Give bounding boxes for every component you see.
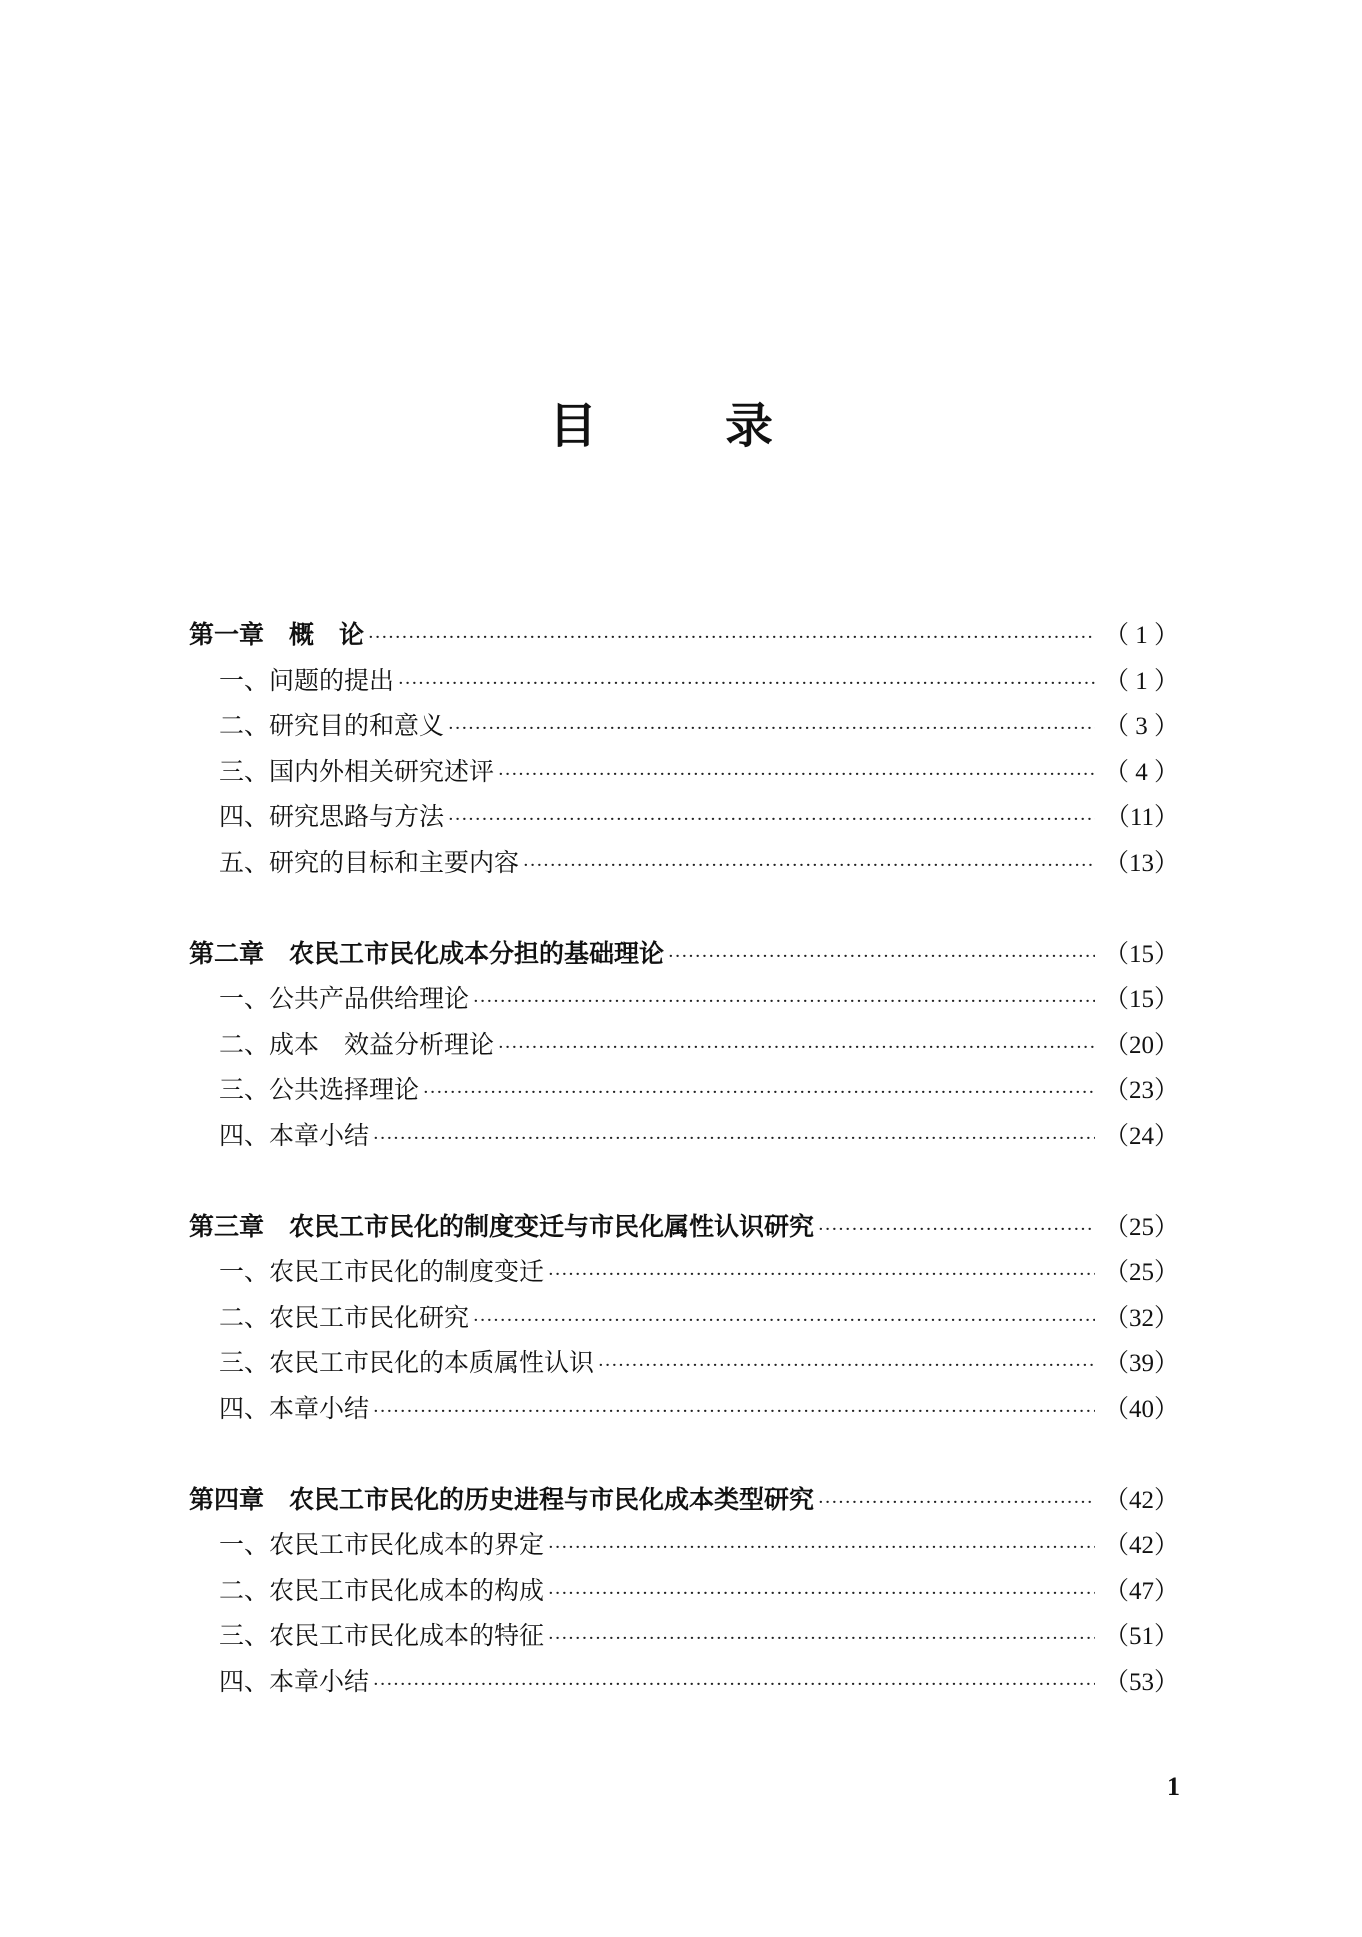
dot-leader [423, 1070, 1095, 1116]
toc-label: 二、研究目的和意义 [219, 711, 445, 741]
toc-chapter-heading[interactable] [189, 612, 1179, 658]
toc-section[interactable] [189, 1113, 1179, 1159]
toc-chapter-heading[interactable] [189, 1477, 1179, 1523]
toc-section[interactable] [189, 1522, 1179, 1568]
toc-page-ref: （15） [1103, 940, 1179, 968]
dot-leader [818, 1480, 1095, 1526]
toc-section[interactable] [189, 1067, 1179, 1113]
toc-label: 第一章 概 论 [189, 620, 365, 649]
dot-leader [398, 661, 1095, 707]
toc-section[interactable] [189, 794, 1179, 840]
dot-leader [448, 706, 1095, 752]
toc-chapter-heading[interactable] [189, 931, 1179, 977]
dot-leader [448, 797, 1095, 843]
toc-chapter-heading[interactable] [189, 1204, 1179, 1250]
chapter-3 [189, 1204, 1179, 1432]
toc-label: 三、公共选择理论 [219, 1075, 420, 1105]
toc-section[interactable] [189, 1613, 1179, 1659]
toc-page-ref: （40） [1103, 1395, 1179, 1423]
toc-page-ref: （51） [1103, 1623, 1179, 1651]
toc-label: 三、国内外相关研究述评 [219, 756, 495, 786]
toc-page-ref: （ 4 ） [1103, 758, 1179, 786]
page-title: 目 录 [548, 398, 813, 454]
dot-leader [498, 752, 1095, 798]
toc-label: 二、农民工市民化研究 [219, 1302, 470, 1332]
dot-leader [548, 1252, 1095, 1298]
dot-leader [373, 1116, 1095, 1162]
toc-page-ref: （ 1 ） [1103, 622, 1179, 649]
toc-section[interactable] [189, 1249, 1179, 1295]
toc-section[interactable] [189, 1295, 1179, 1341]
toc-page-ref: （ 3 ） [1103, 713, 1179, 741]
chapter-4 [189, 1477, 1179, 1705]
table-of-contents [189, 612, 1179, 1749]
toc-section[interactable] [189, 1340, 1179, 1386]
toc-label: 四、本章小结 [219, 1120, 370, 1150]
toc-page-ref: （11） [1104, 804, 1179, 832]
toc-label: 二、成本 效益分析理论 [219, 1029, 495, 1059]
toc-page-ref: （53） [1103, 1668, 1179, 1696]
toc-label: 四、本章小结 [219, 1393, 370, 1423]
toc-label: 第二章 农民工市民化成本分担的基础理论 [189, 938, 665, 968]
toc-label: 四、研究思路与方法 [219, 802, 445, 832]
toc-page-ref: （15） [1103, 986, 1179, 1014]
dot-leader [368, 615, 1095, 661]
toc-label: 第三章 农民工市民化的制度变迁与市民化属性认识研究 [189, 1211, 815, 1241]
toc-page-ref: （23） [1103, 1077, 1179, 1105]
toc-label: 三、农民工市民化成本的特征 [219, 1621, 545, 1651]
toc-label: 三、农民工市民化的本质属性认识 [219, 1348, 595, 1378]
toc-page-ref: （42） [1103, 1532, 1179, 1560]
toc-label: 第四章 农民工市民化的历史进程与市民化成本类型研究 [189, 1484, 815, 1514]
toc-section[interactable] [189, 1386, 1179, 1432]
toc-section[interactable] [189, 976, 1179, 1022]
toc-page-ref: （13） [1103, 849, 1179, 877]
toc-section[interactable] [189, 749, 1179, 795]
toc-page-ref: （47） [1103, 1577, 1179, 1605]
toc-page-ref: （24） [1103, 1122, 1179, 1150]
toc-label: 一、问题的提出 [219, 665, 395, 695]
dot-leader [373, 1389, 1095, 1435]
dot-leader [548, 1616, 1095, 1662]
toc-section[interactable] [189, 1568, 1179, 1614]
toc-page-ref: （39） [1103, 1350, 1179, 1378]
toc-page-ref: （32） [1103, 1304, 1179, 1332]
toc-section[interactable] [189, 658, 1179, 704]
dot-leader [548, 1571, 1095, 1617]
dot-leader [473, 979, 1095, 1025]
dot-leader [373, 1662, 1095, 1708]
toc-page-ref: （25） [1103, 1213, 1179, 1241]
chapter-2 [189, 931, 1179, 1159]
toc-label: 一、农民工市民化成本的界定 [219, 1530, 545, 1560]
dot-leader [548, 1525, 1095, 1571]
toc-page-ref: （25） [1103, 1259, 1179, 1287]
chapter-1 [189, 612, 1179, 886]
toc-label: 五、研究的目标和主要内容 [219, 847, 520, 877]
toc-label: 四、本章小结 [219, 1666, 370, 1696]
toc-section[interactable] [189, 703, 1179, 749]
toc-label: 一、公共产品供给理论 [219, 984, 470, 1014]
toc-section[interactable] [189, 840, 1179, 886]
toc-page-ref: （ 1 ） [1103, 667, 1179, 695]
page-number: 1 [1167, 1772, 1180, 1801]
toc-section[interactable] [189, 1022, 1179, 1068]
dot-leader [598, 1343, 1095, 1389]
toc-page-ref: （20） [1103, 1031, 1179, 1059]
toc-page-ref: （42） [1103, 1486, 1179, 1514]
dot-leader [498, 1025, 1095, 1071]
dot-leader [818, 1207, 1095, 1253]
dot-leader [668, 934, 1095, 980]
toc-label: 二、农民工市民化成本的构成 [219, 1575, 545, 1605]
dot-leader [473, 1298, 1095, 1344]
toc-label: 一、农民工市民化的制度变迁 [219, 1257, 545, 1287]
toc-section[interactable] [189, 1659, 1179, 1705]
dot-leader [523, 843, 1095, 889]
